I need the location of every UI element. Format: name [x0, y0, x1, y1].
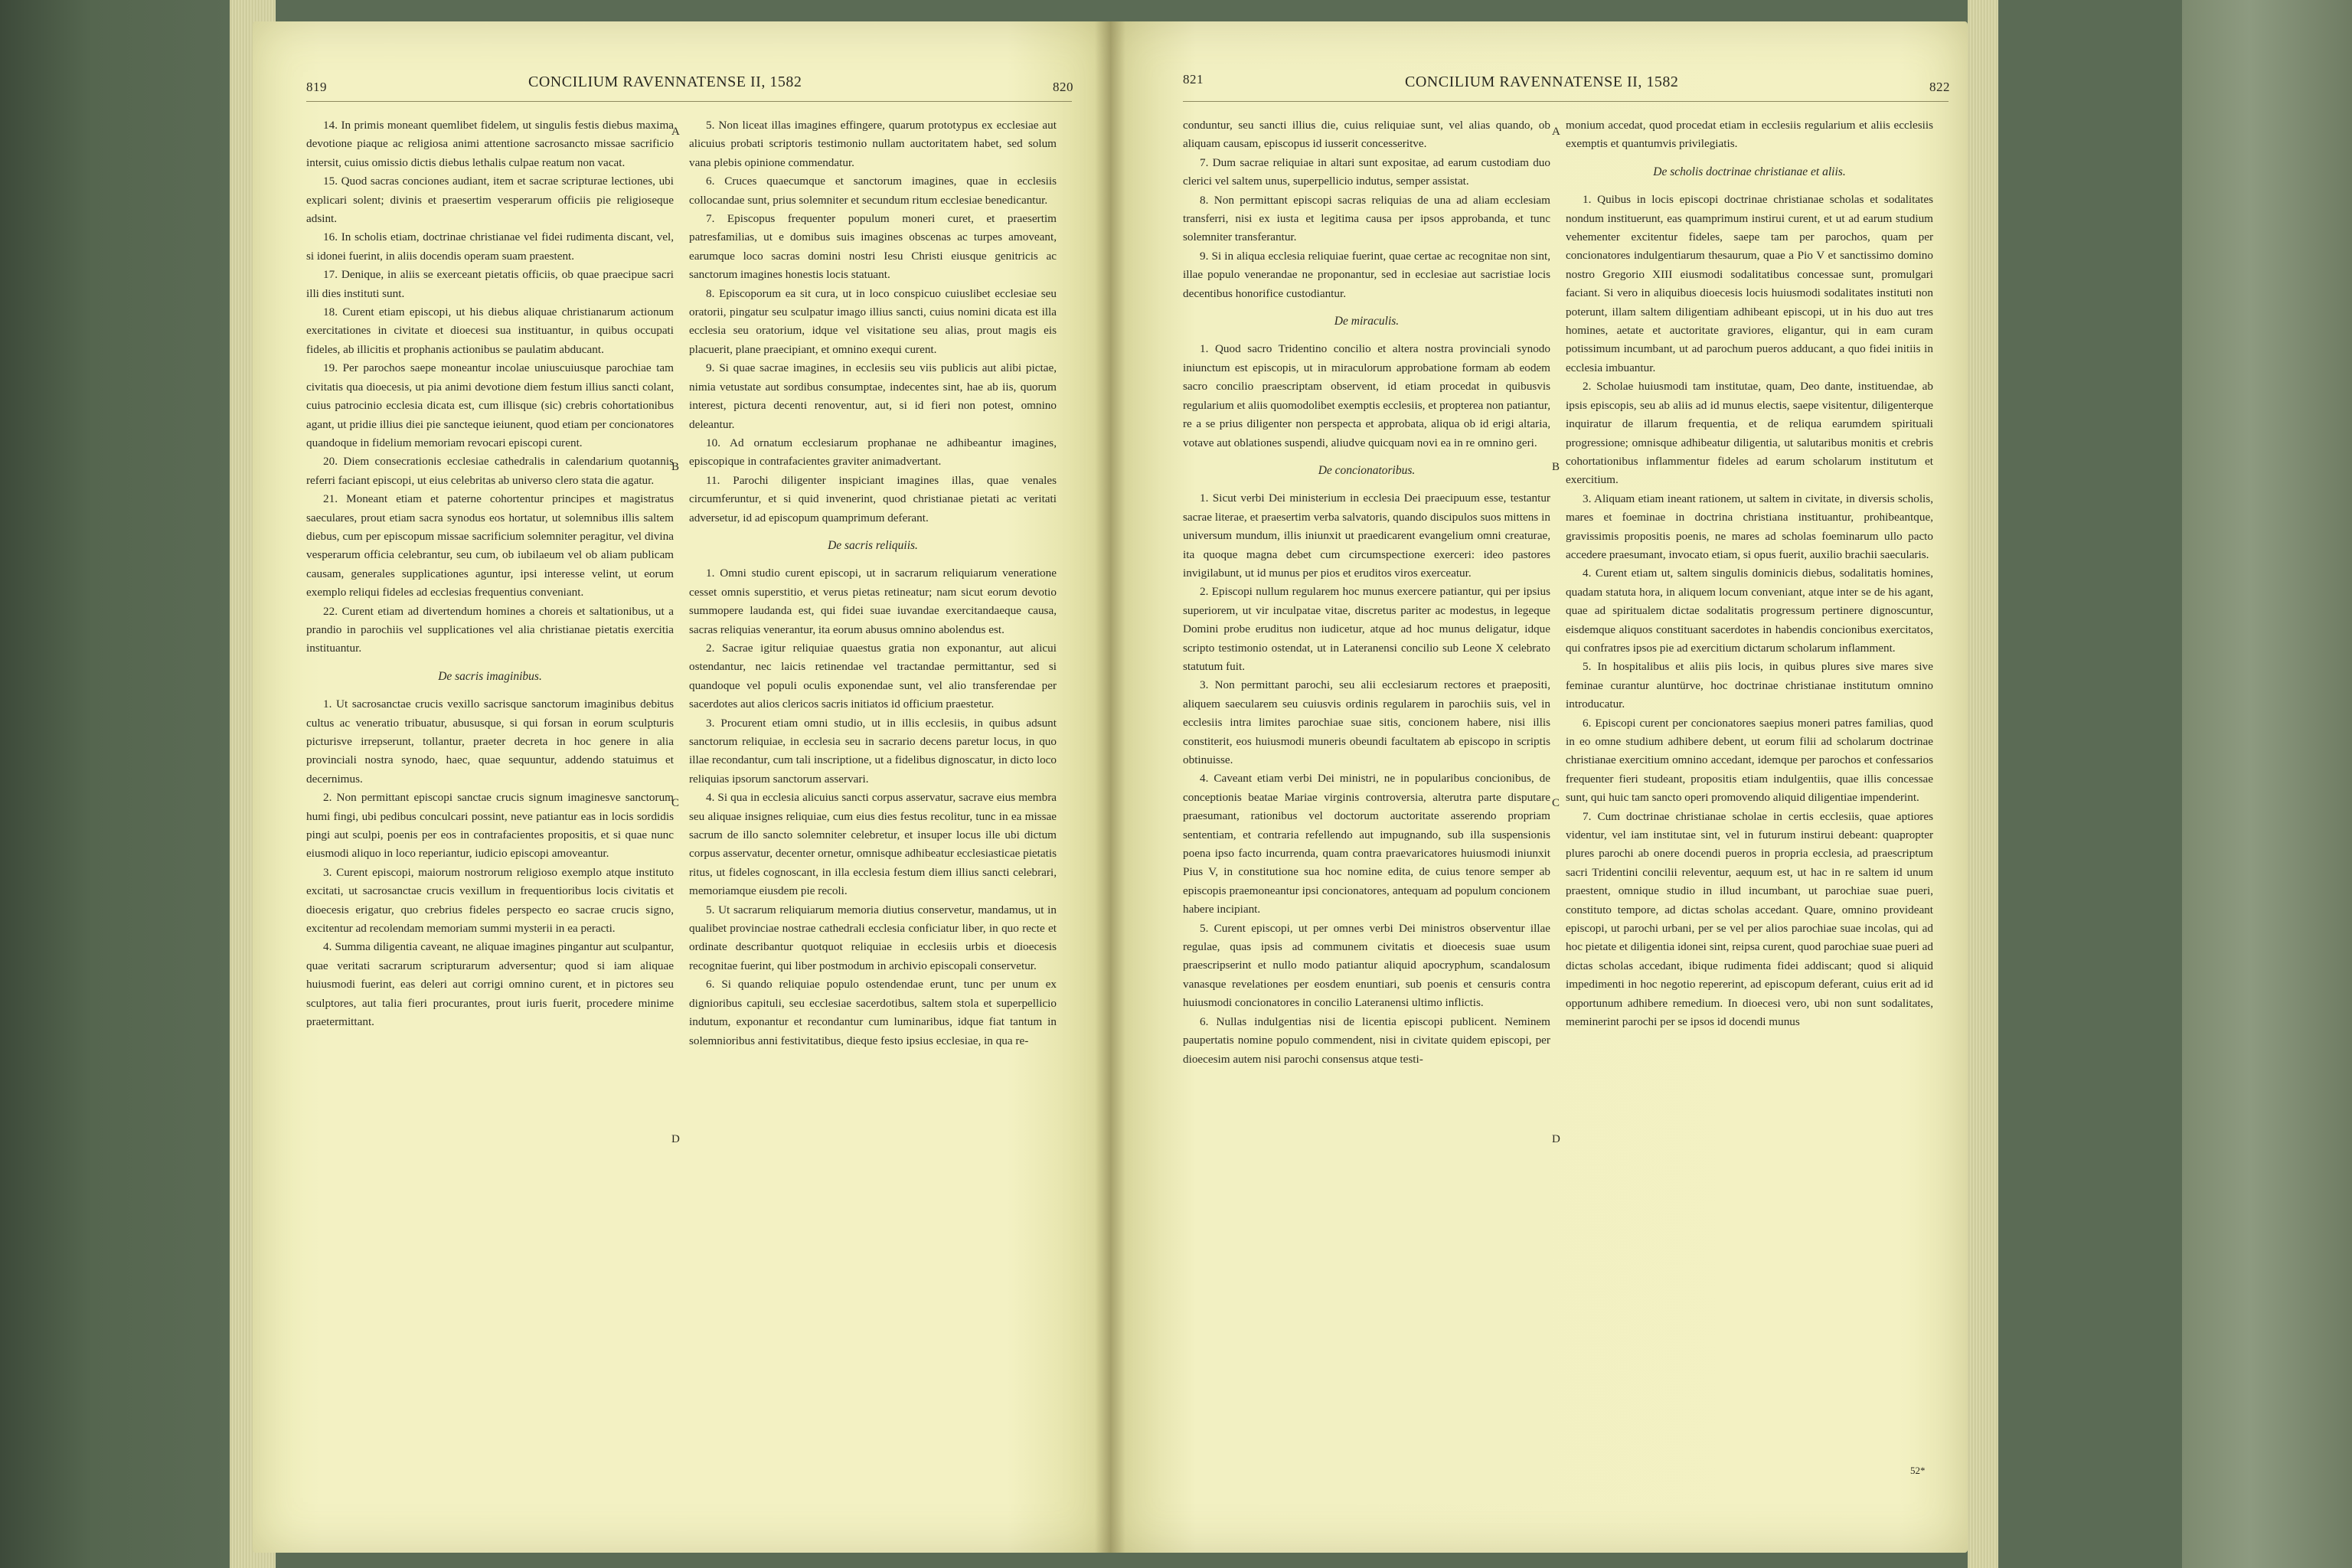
paragraph: 3. Aliquam etiam ineant rationem, ut saltem in civitate, in diversis scholis, mares et foeminae in doctrina christiana instituantur, prohibeantque, gravissimis propositis poenis, ne mares ad scholas foeminarum ullo pacto accedere praesumant, invocato etiam, si opus fuerit, auxilio brachii saecularis. [1566, 492, 1933, 561]
paragraph: 8. Non permittant episcopi sacras reliquias de una ad aliam ecclesiam transferri, nisi ex iusta et legitima causa per ipsos approbanda, et tunc solemniter transferantur. [1183, 193, 1550, 244]
running-title: CONCILIUM RAVENNATENSE II, 1582 [1405, 74, 1679, 90]
paragraph: 15. Quod sacras conciones audiant, item et sacrae scripturae lectiones, ubi explicari solent; divinis et praesertim vesperarum officiis pie religioseque adsint. [306, 175, 674, 226]
paragraph: 7. Cum doctrinae christianae scholae in certis ecclesiis, quae aptiores videntur, vel iam institutae sint, vel in futurum instirui debeant: quapropter plures parochi ab onere docendi pueros in propria ecclesia, ad praescriptum sacri Tridentini concilii releventur, aequum est, ut hac in re saltem id unum praestent, omnique studio in illud incumbant, ut parochiae suae pueri, constituto tempore, ad dictas scholas accedant. Quare, omnino provideant episcopi, ut parochi urbani, per se vel per alios parochiae suae incolas, qui ad hoc pietate et diligentia idonei sint, reipsa curent, quod parochiae suae pueri ad dictas scholas accedant, ibique rudimenta fidei addiscant; quod si aliquid impedimenti in hoc negotio repererint, ad episcopum deferant, cuius erit ad id opportunum adhibere remedium. In dioecesi vero, ubi non sunt sodalitates, meminerint parochi per se ipsos id docendi munus [1566, 809, 1933, 1029]
header-rule [1183, 101, 1949, 102]
paragraph: 5. Non liceat illas imagines effingere, quarum prototypus ex ecclesiae aut alicuius probati scriptoris testimonio nullam auctoritatem habet, sed solum vana plebis opinione commendatur. [689, 119, 1057, 169]
paragraph: 7. Dum sacrae reliquiae in altari sunt expositae, ad earum custodiam duo clerici vel saltem unus, superpellicio indutus, semper assistat. [1183, 155, 1550, 188]
paragraph: 3. Procurent etiam omni studio, ut in illis ecclesiis, in quibus adsunt sanctorum reliquiae, in ecclesia seu in sacrario decens paretur locus, in quo illae recondantur, cum tali inscriptione, ut a fidelibus dignoscatur, in dicto loco reliquias ipsorum sanctorum asservari. [689, 716, 1057, 786]
paragraph: 1. Quod sacro Tridentino concilio et altera nostra provinciali synodo iniunctum est episcopis, ut in miraculorum approbatione formam ab eodem sacro concilio praescriptam observent, id etiam procedat in quibusvis regularium et aliis quomodolibet exemptis ecclesiis, et propterea non patiantur, re a se prius diligenter non perspecta et approbata, aliqua ob id erigi altaria, votave aut oblationes suspendi, aliudve quicquam novi ea in re omnino geri. [1183, 342, 1550, 449]
left-page-header [306, 66, 1072, 96]
left-page [253, 21, 1110, 1553]
paragraph: 4. Curent etiam ut, saltem singulis dominicis diebus, sodalitatis homines, quadam statuta hora, in aliquem locum conveniant, atque inter se de his agant, quae ad spiritualem dictae sodalitatis progressum pertinere dignoscuntur, eisdemque aliquos constituant sacerdotes in habendis concionibus exercitatos, qui confratres ipsos pie ad exercitium dictarum scholarum inflamment. [1566, 567, 1933, 655]
section-heading: De scholis doctrinae christianae et aliis. [1653, 165, 1846, 178]
page-number-819: 819 [306, 80, 327, 94]
paragraph: 5. In hospitalibus et aliis piis locis, in quibus plures sive mares sive feminae curantur aluntürve, hoc doctrinae christianae institutum omnino introducatur. [1566, 660, 1933, 711]
section-heading: De sacris reliquiis. [828, 538, 918, 552]
book-gutter [1095, 21, 1125, 1553]
page-number-821: 821 [1183, 72, 1204, 87]
right-page-header [1183, 66, 1949, 96]
paragraph: 1. Quibus in locis episcopi doctrinae christianae scholas et sodalitates nondum instituerunt, eas quamprimum instirui curent, et ut ad earum studium vehementer excitentur fideles, saepe tam per parochos, quam per concionatores indulgentiarum thesaurum, quae a Pio V et sanctissimo domino nostro Gregorio XIII eiusmodi sodalitatibus concessae sunt, promulgari faciant. Si vero in aliquibus dioecesis locis huiusmodi sodalitates instituti non poterunt, illam saltem diligentiam adhibeant episcopi, ut in his duo aut tres homines, aetate et auctoritate graviores, eligantur, qui in eam curam potissimum incumbant, ut ad parochum pueros adducant, a quo fidei initiis in ecclesia imbuantur. [1566, 193, 1933, 374]
section-heading: De miraculis. [1334, 315, 1400, 328]
paragraph: 6. Episcopi curent per concionatores saepius moneri patres familias, quod in eo omne studium adhibere debent, ut eorum filii ad scholarum doctrinae christianae exercitium omnino accedant, idemque per parochos et confessarios frequenter fieri studeant, propositis etiam indulgentiis, quae illis concessae sunt, qui huic tam sancto operi promovendo aliquid diligentiae impenderint. [1566, 716, 1933, 805]
book-cover-edge [2182, 0, 2352, 1568]
margin-letter: A [671, 126, 680, 138]
page-edges-right [1968, 0, 1998, 1568]
left-column-a [306, 116, 674, 1032]
paragraph: 6. Si quando reliquiae populo ostendendae erunt, tunc per unum ex dignioribus capituli, seu ecclesiae sacerdotibus, saltem stola et superpellicio indutum, exponantur et recondantur cum luminaribus, idque fiat tantum in solemnioribus anni festivitatibus, dieque festo ipsius ecclesiae, in qua re- [689, 978, 1057, 1047]
paragraph: 2. Sacrae igitur reliquiae quaestus gratia non exponantur, aut alicui ostendantur, nec laicis retinendae vel tractandae permittantur, sed si quandoque vel populi oculis exponendae sunt, vel alio transferendae per sacerdotes aut alios clericos sacris initiatos id officium praestetur. [689, 641, 1057, 711]
paragraph: 1. Omni studio curent episcopi, ut in sacrarum reliquiarum veneratione cesset omnis superstitio, et verus pietas retineatur; nam sicut eorum devotio summopere laudanda est, qui fidei suae iuvandae exercitandaeque causa, sacras reliquias venerantur, ita eorum abusus omnino abolendus est. [689, 567, 1057, 636]
paragraph: 4. Caveant etiam verbi Dei ministri, ne in popularibus concionibus, de conceptionis beatae Mariae virginis controversia, alterutra parte disputare praesumant, rationibus vel doctorum auctoritate asserendo propriam sententiam, et contraria refellendo aut impugnando, sub illa suspensionis poena ipso facto incurrenda, quam contra praevaricatores huiusmodi iniunxit Pius V, in constitutione sua hoc nomine edita, de cuius tenore semper ab episcopis praemoneantur ipsi concionatores, antequam ad populum concionem habere incipiant. [1183, 772, 1550, 916]
paragraph: 16. In scholis etiam, doctrinae christianae vel fidei rudimenta discant, vel, si idonei fuerint, in aliis docendis operam suam praestent. [306, 230, 674, 263]
paragraph: 1. Sicut verbi Dei ministerium in ecclesia Dei praecipuum esse, testantur sacrae literae, et praesertim verba salvatoris, quando discipulos suos mittens in universum mundum, illis iniunxit ut praedicarent evangelium omni creaturae, ita quoque magna debet cum circumspectione exerceri: ideo pastores invigilabunt, ut id munus per pios et eruditos viros exerceatur. [1183, 492, 1550, 580]
paragraph: 17. Denique, in aliis se exerceant pietatis officiis, ob quae praecipue sacri illi dies instituti sunt. [306, 268, 674, 300]
paragraph: 5. Curent episcopi, ut per omnes verbi Dei ministros observentur illae regulae, quas ipsis ad communem civitatis et dioecesis suae usum praescripserint et nullo modo patiantur aliquid apocryphum, scandalosum vanasque revelationes per eosdem enuntiari, sub poenis et censuris contra huiusmodi concionatores in concilio Lateranensi ultimo inflictis. [1183, 921, 1550, 1010]
paragraph: conduntur, seu sancti illius die, cuius reliquiae sunt, vel alias quando, ob aliquam causam, episcopus id iusserit concesseritve. [1183, 119, 1550, 151]
paragraph: 2. Episcopi nullum regularem hoc munus exercere patiantur, qui per ipsius superiorem, ut vir inculpatae vitae, discretus pariter ac modestus, in legeque Domini probe eruditus non iudicetur, atque ad hoc munus deligatur, idque scripto testimonio ostendat, ut in Lateranensi concilio sub Leone X celebrato statutum fuit. [1183, 585, 1550, 673]
right-column-b [1566, 116, 1933, 1032]
margin-letter: C [671, 797, 680, 809]
page-number-822: 822 [1929, 80, 1950, 94]
running-title: CONCILIUM RAVENNATENSE II, 1582 [528, 74, 802, 90]
left-column-b [689, 116, 1057, 1050]
margin-letter: B [1552, 461, 1560, 473]
margin-letter: C [1552, 797, 1560, 809]
paragraph: 8. Episcoporum ea sit cura, ut in loco conspicuo cuiuslibet ecclesiae seu oratorii, pingatur seu sculpatur imago illius sancti, cuius nomini dicata est illa ecclesia seu oratorium, idque vel visitatione seu alias, prout magis eis placuerit, plane praecipiant, et omnino exequi curent. [689, 286, 1057, 356]
paragraph: 4. Si qua in ecclesia alicuius sancti corpus asservatur, sacrave eius membra seu aliquae insignes reliquiae, cum eius dies festus recolitur, tunc in ea missae sacrum de illo sancto solemniter celebretur, et insuper locus ille ubi dictum corpus asservatur, decenter ornetur, omnisque adhibeatur ecclesiasticae pietatis ritus, ut fideles cognoscant, in illa ecclesia festum diem illius sancti celebrari, memoriamque eiusdem pie recoli. [689, 791, 1057, 898]
paragraph: 3. Non permittant parochi, seu alii ecclesiarum rectores et praepositi, aliquem saecularem seu cuiusvis ordinis regularem in parochiis suis, vel in ecclesiis intra limites parochiae suae sitis, concionem habere, nisi illis constiterit, eos huiusmodi muneris obeundi facultatem ab episcopo in scriptis obtinuisse. [1183, 678, 1550, 766]
paragraph: 18. Curent etiam episcopi, ut his diebus aliquae christianarum actionum exercitationes in civitate et dioecesi sua instituantur, in quibus occupati fideles, ab illicitis et prophanis actionibus se paulatim abducant. [306, 305, 674, 356]
section-heading: De concionatoribus. [1318, 463, 1416, 477]
paragraph: 10. Ad ornatum ecclesiarum prophanae ne adhibeantur imagines, episcopique in contrafacientes graviter animadvertant. [689, 436, 1057, 469]
signature-mark: 52* [1910, 1465, 1926, 1476]
right-page [1110, 21, 1968, 1553]
paragraph: 3. Curent episcopi, maiorum nostrorum religioso exemplo atque instituto excitati, ut sacrosanctae crucis vexillum in frequentioribus locis civitatis et dioecesis erigatur, quo crebrius fideles perspecto eo sacrae crucis signo, excitentur ad recolendam memoriam summi mysterii in ea peracti. [306, 865, 674, 936]
paragraph: 9. Si in aliqua ecclesia reliquiae fuerint, quae certae ac recognitae non sint, illae populo venerandae ne proponantur, sed in ecclesiae aut sacristiae locis decentibus honorifice custodiantur. [1183, 249, 1550, 300]
paragraph: 11. Parochi diligenter inspiciant imagines illas, quae venales circumferuntur, et si quid invenerint, quod christianae pietati ac veritati adversetur, id ad episcopum quamprimum deferant. [689, 473, 1057, 524]
page-number-820: 820 [1053, 80, 1073, 94]
paragraph: 4. Summa diligentia caveant, ne aliquae imagines pingantur aut sculpantur, quae veritati sacrarum scripturarum adversentur; quod si iam aliquae huiusmodi fuerint, eas deleri aut corrigi omnino curent, et in pictores seu sculptores, aut talia fieri procurantes, prout iuris fuerit, procedere minime praetermittant. [306, 940, 674, 1029]
header-rule [306, 101, 1072, 102]
paragraph: 22. Curent etiam ad divertendum homines a choreis et saltationibus, ut a prandio in parochiis vel supplicationes vel alia christianae pietatis exercitia instituantur. [306, 604, 674, 655]
paragraph: 19. Per parochos saepe moneantur incolae uniuscuiusque parochiae tam civitatis qua dioecesis, ut pia animi devotione diem festum illius sancti colant, cuius patrocinio ecclesia dicata est, cum illisque (sic) crebris cohortationibus agant, ut pridie illius diei pie sancteque ieiunent, quod etiam per concionatores quandoque in fidelium memoriam revocari episcopi curent. [306, 361, 674, 449]
paragraph: 6. Nullas indulgentias nisi de licentia episcopi publicent. Neminem paupertatis nomine populo commendent, nisi in civitate quidem episcopi, per dioecesim autem nisi parochi consensus atque testi- [1183, 1014, 1550, 1066]
margin-letter: B [671, 461, 680, 473]
paragraph: 20. Diem consecrationis ecclesiae cathedralis in calendarium quotannis referri faciant episcopi, ut eius celebritas ab universo clero stata die agatur. [306, 455, 674, 487]
paragraph: monium accedat, quod procedat etiam in ecclesiis regularium et aliis ecclesiis exemptis et quantumvis privilegiatis. [1566, 119, 1933, 151]
right-column-a [1183, 116, 1550, 1069]
paragraph: 14. In primis moneant quemlibet fidelem, ut singulis festis diebus maxima devotione piaque ac religiosa animi attentione sacrosancto missae sacrificio intersit, cuius omissio dictis diebus lethalis culpae reatum non vacat. [306, 119, 674, 169]
paragraph: 2. Non permittant episcopi sanctae crucis signum imaginesve sanctorum humi fingi, ubi pedibus conculcari possint, neve patiantur eas in locis sordidis pingi aut sculpi, poenis per eos in contrafacientes propositis, et si quae nunc eiusmodi aliquo in loco reperiantur, iudicio episcopi amoveantur. [306, 791, 674, 861]
paragraph: 7. Episcopus frequenter populum moneri curet, et praesertim patresfamilias, ut e domibus suis imagines obscenas ac turpes amoveant, earumque loco sacras domini nostri Iesu Christi eiusque genitricis ac sanctorum imagines honestis locis statuant. [689, 212, 1057, 282]
margin-letter: D [1552, 1133, 1560, 1145]
paragraph: 21. Moneant etiam et paterne cohortentur principes et magistratus saeculares, prout etiam sacra synodus eos hortatur, ut solemnibus illis saltem diebus, cum per episcopum missae sacrificium solemniter peragitur, vel divina vesperarum officia celebrantur, seu cum, ob iubilaeum vel ob aliam publicam causam, generales supplicationes aguntur, ipsi interesse velint, ut eorum exemplo reliqui fideles ad ecclesias frequentius conveniant. [306, 492, 674, 599]
paragraph: 1. Ut sacrosanctae crucis vexillo sacrisque sanctorum imaginibus debitus cultus ac veneratio tribuatur, abususque, si qui forsan in eorum sculpturis picturisve irrepserunt, tollantur, praeter decreta in hoc genere in alia provinciali nostra synodo, haec, quae sequuntur, addendo statuimus et decernimus. [306, 697, 674, 786]
margin-letter: A [1552, 126, 1560, 138]
paragraph: 5. Ut sacrarum reliquiarum memoria diutius conservetur, mandamus, ut in qualibet provinciae nostrae cathedrali ecclesia conficiatur liber, in quo recte et ordinate describantur quotquot reliquiae in ecclesiis urbis et dioecesis recognitae fuerint, qui liber postmodum in archivio episcopali conservetur. [689, 903, 1057, 972]
paragraph: 9. Si quae sacrae imagines, in ecclesiis seu viis publicis aut alibi pictae, nimia vetustate aut sordibus consumptae, indecentes sint, hae ab iis, quorum interest, pictura decenti renoventur, aut, si id fieri non potest, omnino deleantur. [689, 361, 1057, 431]
section-heading: De sacris imaginibus. [438, 669, 542, 683]
paragraph: 2. Scholae huiusmodi tam institutae, quam, Deo dante, instituendae, ab ipsis episcopis, seu ab aliis ad id munus electis, saepe visitentur, diligenterque inquiratur de illarum frequentia, et de reliqua earumdem spirituali progressione; omnisque adhibeatur diligentia, ut salutaribus monitis et crebris cohortationibus inflammentur fideles ad earum scholarum institutum et exercitium. [1566, 380, 1933, 487]
paragraph: 6. Cruces quaecumque et sanctorum imagines, quae in ecclesiis collocandae sunt, prius solemniter et secundum ritum ecclesiae benedicantur. [689, 175, 1057, 207]
margin-letter: D [671, 1133, 680, 1145]
